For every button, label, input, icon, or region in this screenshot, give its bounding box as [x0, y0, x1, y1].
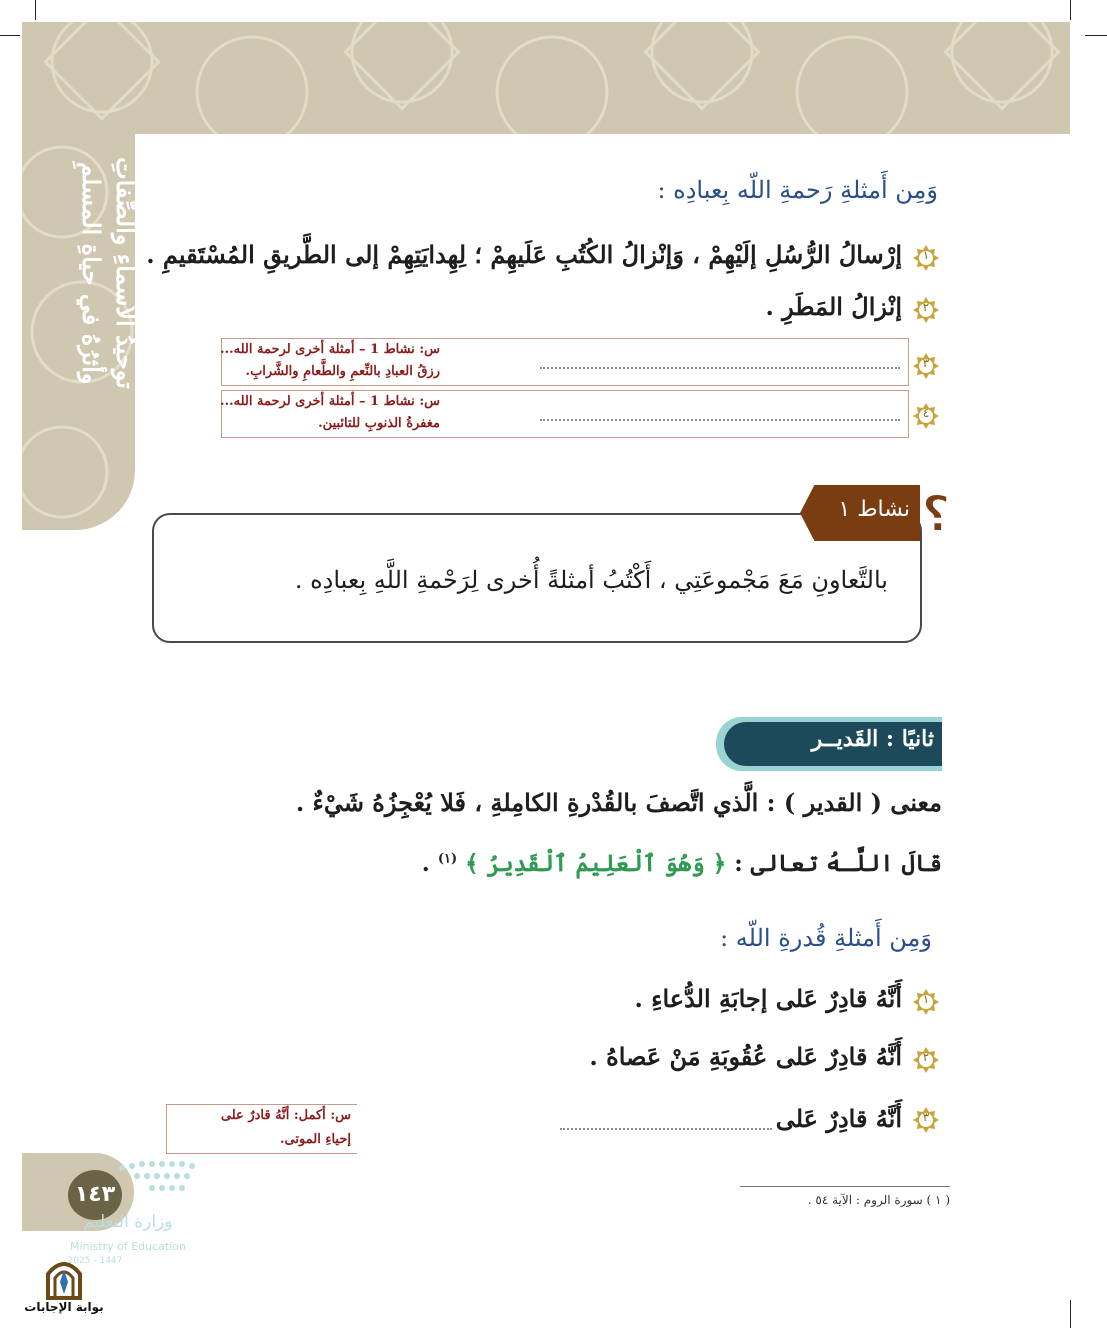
section-heading: وَمِن أَمثلةِ قُدرةِ اللّه : — [720, 924, 932, 952]
list-number-2: ٢ — [912, 296, 940, 328]
list-item: إرْسالُ الرُّسُلِ إلَيْهِمْ ، وَإنْزالُ الكُتُبِ عَلَيهِمْ ؛ لِهِدايَتِهِمْ إلى الطَّريقِ المُسْتَقيمِ . — [146, 240, 902, 269]
list-number-1: ١ — [912, 244, 940, 276]
crop-mark — [1070, 0, 1071, 20]
list-number-3: ٣ — [912, 352, 940, 384]
footnote: ( ١ ) سورة الروم : الآية ٥٤ . — [740, 1186, 950, 1207]
list-number-3: ٣ — [912, 1106, 940, 1138]
quran-verse: ﴿ وَهُوَ ٱلْعَلِيمُ ٱلْقَدِيرُ ﴾ — [465, 850, 727, 877]
answer-box[interactable] — [166, 1104, 357, 1154]
portal-logo-icon — [42, 1256, 86, 1300]
answer-question: س: نشاط 1 – أمثلة أخرى لرحمة الله... — [220, 342, 440, 357]
crop-mark — [1085, 35, 1107, 36]
verse-line: قالَ اللَّـهُ تعالى : ﴿ وَهُوَ ٱلْعَلِيمُ ٱلْقَدِيرُ ﴾ $^{(١)}$ . — [421, 850, 942, 877]
definition-text: معنى ( القدير ) : الَّذي اتَّصفَ بالقُدْرةِ الكامِلةِ ، فَلا يُعْجِزُهُ شَيْءٌ . — [295, 788, 942, 817]
question-mark-icon: ؟ — [921, 485, 951, 543]
answer-text: رزقُ العبادِ بالنِّعمِ والطَّعامِ والشَّرابِ. — [245, 364, 440, 379]
answer-line — [560, 1128, 772, 1130]
list-item: إنْزالُ المَطَرِ . — [765, 292, 902, 321]
verse-intro: قالَ اللَّـهُ تعالى : — [734, 850, 942, 877]
list-item: أَنَّهُ قادِرٌ عَلى عُقُوبَةِ مَنْ عَصاهُ . — [589, 1042, 902, 1071]
section-title: ثانيًا : القَديــر — [811, 726, 934, 752]
crop-mark — [1070, 1300, 1071, 1328]
activity-label: نشاط ١ — [838, 497, 910, 522]
ministry-logo-icon — [112, 1158, 198, 1214]
list-number-1: ١ — [912, 988, 940, 1020]
list-number-4: ٤ — [912, 402, 940, 434]
answer-line — [540, 367, 900, 369]
ministry-name-arabic: وزارة التعليم — [83, 1212, 173, 1232]
list-item: أَنَّهُ قادِرٌ عَلى إجابَةِ الدُّعاءِ . — [634, 984, 902, 1013]
list-item: أَنَّهُ قادِرٌ عَلى — [775, 1104, 902, 1133]
page-number: ١٤٣ — [74, 1182, 116, 1207]
verse-footnote-ref: (١) — [437, 851, 458, 867]
crop-mark — [0, 35, 20, 36]
answer-box[interactable] — [221, 338, 909, 386]
portal-name: بوابة الإجابات — [24, 1300, 104, 1314]
answer-box[interactable] — [221, 390, 909, 438]
unit-title: توحيدُ الأسماءِ والصِّفاتِ وأثرُهُ في حياةِ المسلمِ — [77, 157, 140, 389]
answer-line — [540, 419, 900, 421]
crop-mark — [35, 0, 36, 20]
activity-text: بالتَّعاونِ مَعَ مَجْموعَتِي ، أَكْتُبُ أمثلةً أُخرى لِرَحْمةِ اللَّهِ بِعبادِه . — [294, 566, 888, 594]
ministry-year: 2025 - 1447 — [67, 1256, 123, 1266]
answer-question: س: نشاط 1 – أمثلة أخرى لرحمة الله... — [220, 394, 440, 409]
answer-text: إحياءِ الموتى. — [280, 1132, 351, 1147]
answer-question: س: أكمل: أنَّهُ قادرٌ على — [220, 1108, 351, 1123]
ministry-name-english: Ministry of Education — [69, 1240, 186, 1253]
section-heading: وَمِن أَمثلةِ رَحمةِ اللّه بِعبادِه : — [657, 176, 938, 204]
list-number-2: ٢ — [912, 1046, 940, 1078]
answer-text: مغفرةُ الذنوبِ للتائبين. — [318, 416, 440, 431]
decorative-banner — [22, 22, 1070, 134]
